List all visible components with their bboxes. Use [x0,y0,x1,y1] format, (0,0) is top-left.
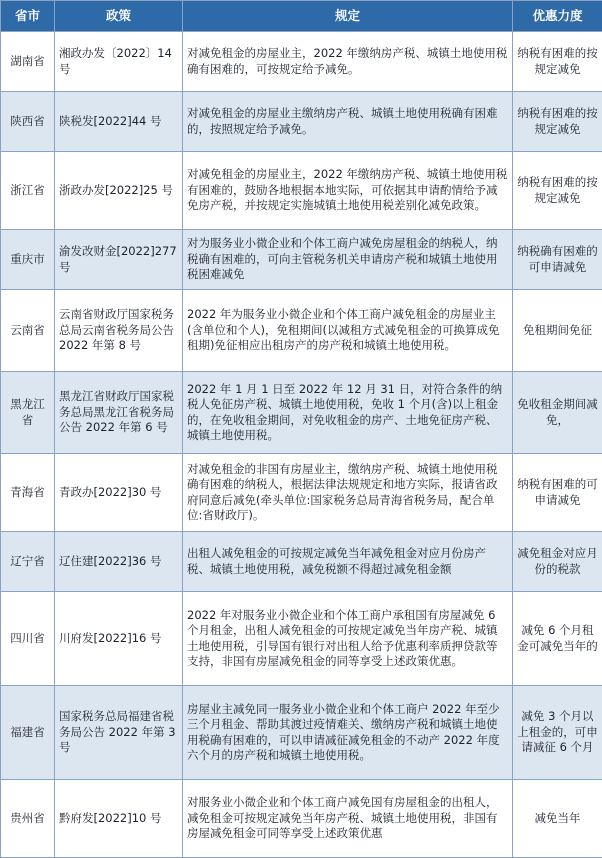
province-cell: 重庆市 [1,230,55,290]
table-row [1,532,602,592]
policy-cell: 青政办[2022]30 号 [55,454,183,532]
policy-cell: 陕税发[2022]44 号 [55,92,183,152]
degree-cell: 纳税确有困难的可申请减免 [513,230,602,290]
rule-cell: 2022 年对服务业小微企业和个体工商户承租国有房屋减免 6 个月租金，出租人减免租金的可按规定减免当年房产税、城镇土地使用税，引导国有银行对出租人给予优惠利率质押贷款等支持，非国有房屋减免租金的同等享受上述政策优惠。 [183,592,513,686]
policy-cell: 黔府发[2022]10 号 [55,780,183,858]
policy-cell: 云南省财政厅国家税务总局云南省税务局公告 2022 年第 8 号 [55,290,183,372]
degree-cell: 免租期间免征 [513,290,602,372]
rule-cell: 房屋业主减免同一服务业小微企业和个体工商户 2022 年至少三个月租金、帮助其渡过疫情难关、缴纳房产税和城镇土地使用税确有困难的，可以申请减征减免租金的不动产 2022 年度六个月的房产税和城镇土地使用税。 [183,686,513,780]
table-row [1,592,602,686]
degree-cell: 纳税有困难的按规定减免 [513,32,602,92]
header-rule: 规定 [183,1,513,32]
policy-cell: 浙政办发[2022]25 号 [55,152,183,230]
policy-cell: 辽住建[2022]36 号 [55,532,183,592]
policy-cell: 黑龙江省财政厅国家税务总局黑龙江省税务局公告 2022 年第 6 号 [55,372,183,454]
header-degree: 优惠力度 [513,1,602,32]
rule-cell: 对减免租金的房屋业主，2022 年缴纳房产税、城镇土地使用税确有困难的，可按规定给予减免。 [183,32,513,92]
rule-cell: 出租人减免租金的可按规定减免当年减免租金对应月份房产税、城镇土地使用税，减免税额不得超过减免租金额 [183,532,513,592]
degree-cell: 减免租金对应月份的税款 [513,532,602,592]
degree-cell: 减免 3 个月以上租金的，可申请减征 6 个月 [513,686,602,780]
rule-cell: 对减免租金的非国有房屋业主，缴纳房产税、城镇土地使用税确有困难的纳税人，根据法律法规规定和地方实际，报请省政府同意后减免(牵头单位:国家税务总局青海省税务局，配合单位:省财政厅)。 [183,454,513,532]
degree-cell: 减免 6 个月租金可减免当年的 [513,592,602,686]
rule-cell: 对为服务业小微企业和个体工商户减免房屋租金的纳税人，纳税确有困难的，可向主管税务机关申请房产税和城镇土地使用税困难减免 [183,230,513,290]
header-row [1,1,602,32]
table-row [1,290,602,372]
table-row [1,92,602,152]
province-cell: 贵州省 [1,780,55,858]
policy-cell: 国家税务总局福建省税务局公告 2022 年第 3 号 [55,686,183,780]
table-row [1,454,602,532]
rule-cell: 2022 年 1 月 1 日至 2022 年 12 月 31 日，对符合条件的纳税人免征房产税、城镇土地使用税，免收 1 个月(含)以上租金的，在免收租金期间，对免收租金的房产、土地免征房产税、城镇土地使用税。 [183,372,513,454]
table-row [1,230,602,290]
degree-cell: 纳税有困难的按规定减免 [513,92,602,152]
rule-cell: 对服务业小微企业和个体工商户减免国有房屋租金的出租人，减免租金可按规定减免当年房产税、城镇土地使用税，非国有房屋减免租金可同等享受上述政策优惠 [183,780,513,858]
province-cell: 四川省 [1,592,55,686]
degree-cell: 纳税有困难的可申请减免 [513,454,602,532]
province-cell: 青海省 [1,454,55,532]
province-cell: 湖南省 [1,32,55,92]
header-province: 省市 [1,1,55,32]
province-cell: 云南省 [1,290,55,372]
province-cell: 福建省 [1,686,55,780]
header-policy: 政策 [55,1,183,32]
table-row [1,32,602,92]
rule-cell: 2022 年为服务业小微企业和个体工商户减免租金的房屋业主(含单位和个人)，免租期间(以减租方式减免租金的可换算成免租期)免征相应出租房产的房产税和城镇土地使用税。 [183,290,513,372]
degree-cell: 纳税有困难的按规定减免 [513,152,602,230]
degree-cell: 免收租金期间减免， [513,372,602,454]
province-cell: 黑龙江省 [1,372,55,454]
table-row [1,152,602,230]
province-cell: 浙江省 [1,152,55,230]
policy-cell: 渝发改财金[2022]277 号 [55,230,183,290]
province-cell: 陕西省 [1,92,55,152]
rule-cell: 对减免租金的房屋业主缴纳房产税、城镇土地使用税确有困难的，按照规定给予减免。 [183,92,513,152]
table-row [1,686,602,780]
rule-cell: 对减免租金的房屋业主，2022 年缴纳房产税、城镇土地使用税有困难的，鼓励各地根据本地实际，可依据其申请酌情给予减免房产税，并按规定实施城镇土地使用税差别化减免政策。 [183,152,513,230]
table-row [1,372,602,454]
table-row [1,780,602,858]
degree-cell: 减免当年 [513,780,602,858]
policy-cell: 川府发[2022]16 号 [55,592,183,686]
policy-cell: 湘政办发〔2022〕14 号 [55,32,183,92]
province-cell: 辽宁省 [1,532,55,592]
